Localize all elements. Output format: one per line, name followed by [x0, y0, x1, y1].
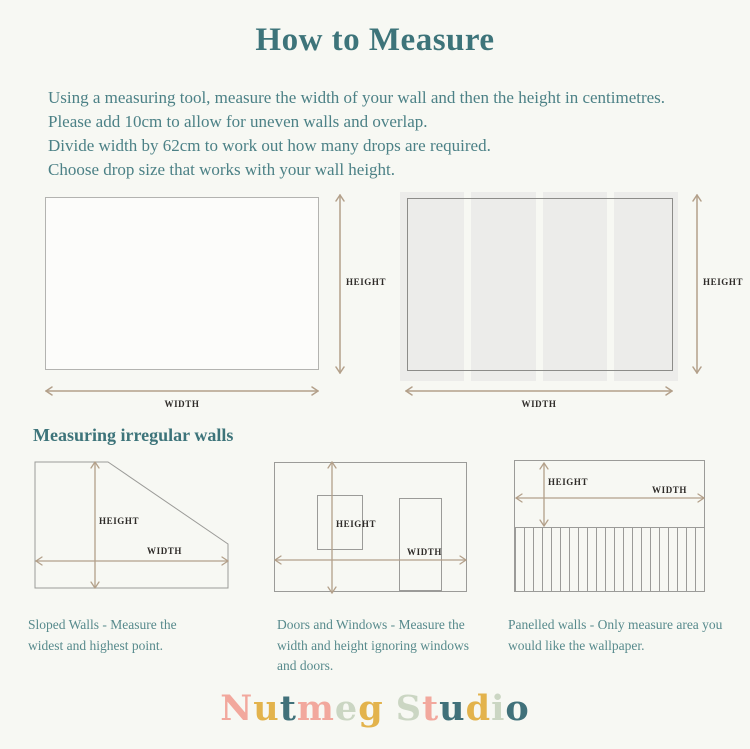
height-label: HEIGHT [346, 277, 387, 287]
plain-wall-diagram [45, 197, 319, 370]
panelling-slats [515, 528, 704, 591]
height-arrow [333, 194, 347, 374]
width-label: WIDTH [147, 546, 183, 556]
intro-line: Please add 10cm to allow for uneven walls and overlap. [48, 112, 428, 131]
logo-letter: g [358, 688, 384, 729]
height-label: HEIGHT [336, 519, 377, 529]
logo-letter: t [279, 688, 297, 729]
height-arrow [690, 194, 704, 374]
logo-letter: t [421, 688, 440, 729]
nutmeg-studio-logo [0, 688, 750, 729]
width-label: WIDTH [652, 485, 688, 495]
intro-line: Choose drop size that works with your wall height. [48, 160, 396, 179]
logo-letter: i [491, 688, 506, 729]
width-label: WIDTH [164, 399, 200, 409]
height-label: HEIGHT [703, 277, 744, 287]
logo-letter: o [505, 688, 530, 729]
page-title: How to Measure [255, 22, 495, 58]
logo-letter: S [395, 688, 422, 729]
width-arrow [405, 384, 673, 398]
intro-line: Using a measuring tool, measure the width of your wall and then the height in centimetres. [48, 88, 666, 107]
logo-letter: m [296, 688, 335, 729]
logo-letter: d [465, 688, 492, 729]
caption-doors-windows: Doors and Windows - Measure the width and height ignoring windows and doors. [277, 617, 469, 673]
intro-text [48, 86, 730, 182]
drops-wall-outline [407, 198, 673, 371]
width-arrow [35, 554, 229, 568]
logo-letter: N [220, 688, 254, 729]
section-title: Measuring irregular walls [33, 425, 234, 445]
width-label: WIDTH [521, 399, 557, 409]
height-label: HEIGHT [99, 516, 140, 526]
width-arrow [45, 384, 319, 398]
width-label: WIDTH [407, 547, 443, 557]
logo-letter: u [253, 688, 280, 729]
logo-letter: e [334, 688, 359, 729]
caption-sloped-walls: Sloped Walls - Measure the widest and highest point. [28, 617, 177, 653]
height-label: HEIGHT [548, 477, 589, 487]
caption-panelled-walls: Panelled walls - Only measure area you would like the wallpaper. [508, 617, 723, 653]
intro-line: Divide width by 62cm to work out how many drops are required. [48, 136, 491, 155]
door-shape [399, 498, 442, 591]
logo-letter: u [439, 688, 466, 729]
